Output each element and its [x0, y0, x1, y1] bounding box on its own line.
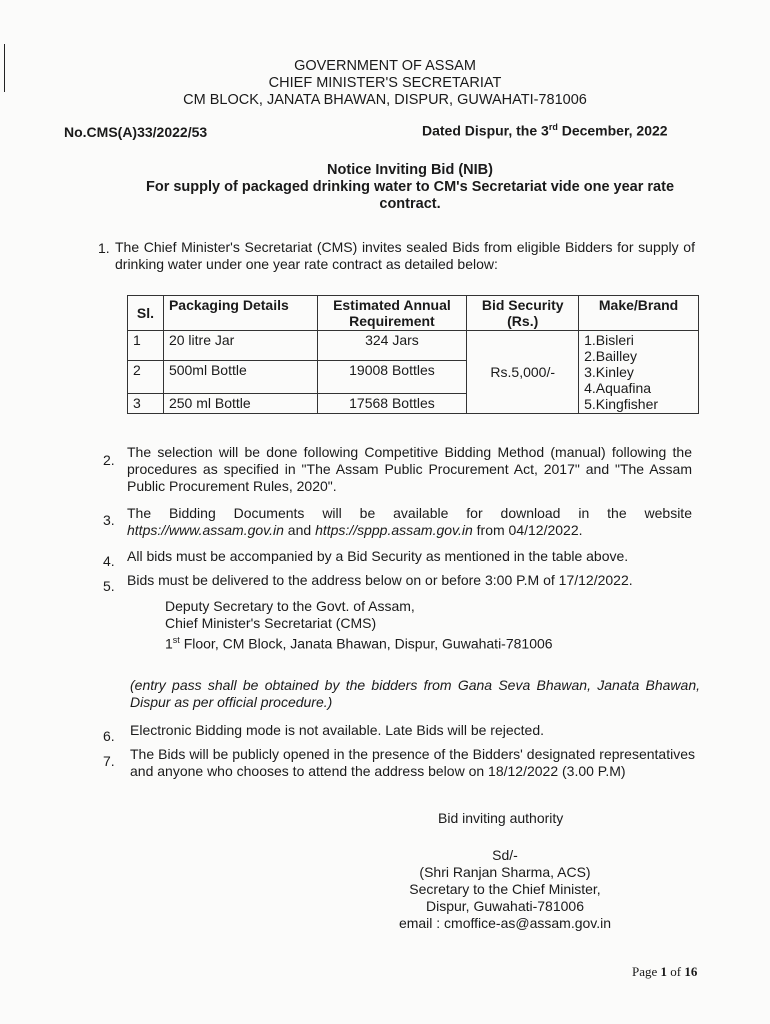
page-number	[632, 964, 697, 980]
address-floor-num: 1	[165, 635, 173, 652]
brand-item: 4.Aquafina	[584, 380, 652, 396]
brand-item: 3.Kinley	[584, 364, 634, 380]
cell-packaging: 250 ml Bottle	[163, 393, 317, 413]
item-7-number: 7.	[103, 753, 115, 769]
letterhead-line1: GOVERNMENT OF ASSAM	[294, 58, 476, 74]
item-5-text: Bids must be delivered to the address below on or before 3:00 P.M of 17/12/2022.	[127, 572, 633, 588]
bid-table	[127, 295, 699, 414]
item-4-number: 4.	[103, 553, 115, 569]
header-bid-security: Bid Security (Rs.)	[467, 296, 579, 331]
page-current: 1	[660, 964, 668, 979]
dated-line	[422, 122, 668, 139]
header-packaging: Packaging Details	[163, 296, 317, 331]
cell-sl: 1	[128, 331, 164, 361]
address-floor-rest: Floor, CM Block, Janata Bhawan, Dispur, Guwahati-781006	[179, 635, 553, 652]
notice-title-line3: contract.	[379, 196, 441, 212]
table-header-row	[128, 296, 699, 331]
cell-sl: 2	[128, 361, 164, 393]
entry-pass-note: (entry pass shall be obtained by the bidders from Gana Seva Bhawan, Janata Bhawan, Dispur as per official procedure.)	[130, 677, 700, 710]
delivery-address	[165, 598, 553, 653]
item-1-number: 1.	[98, 240, 110, 256]
item-3-text-b: and	[283, 522, 316, 538]
item-6-number: 6.	[103, 728, 115, 744]
page-total: 16	[684, 964, 698, 979]
item-6-text: Electronic Bidding mode is not available. Late Bids will be rejected.	[130, 722, 545, 738]
signatory-designation: Secretary to the Chief Minister,	[409, 881, 601, 897]
item-2-number: 2.	[103, 452, 115, 468]
cell-requirement: 17568 Bottles	[317, 393, 467, 413]
brand-item: 1.Bisleri	[584, 332, 634, 348]
address-line3	[165, 632, 553, 653]
signatory-place: Dispur, Guwahati-781006	[426, 898, 584, 914]
cell-bid-security: Rs.5,000/-	[467, 331, 579, 414]
dated-prefix: Dated Dispur, the 3	[422, 122, 549, 139]
cell-brands	[579, 331, 699, 414]
table-row	[128, 331, 699, 361]
bid-authority-label: Bid inviting authority	[438, 810, 564, 826]
item-7-text: The Bids will be publicly opened in the presence of the Bidders' designated representatives and anyone who chooses to attend the address below on 18/12/2022 (3.00 P.M)	[130, 746, 695, 779]
header-sl: Sl.	[128, 296, 164, 331]
page-label: Page	[632, 964, 661, 979]
item-5-number: 5.	[103, 578, 115, 594]
letterhead	[0, 58, 770, 109]
cell-requirement: 19008 Bottles	[317, 361, 467, 393]
header-make-brand: Make/Brand	[579, 296, 699, 331]
signature-sd: Sd/-	[492, 847, 518, 863]
letterhead-line3: CM BLOCK, JANATA BHAWAN, DISPUR, GUWAHATI-781006	[183, 92, 587, 108]
notice-title	[60, 162, 760, 213]
item-1-text: The Chief Minister's Secretariat (CMS) invites sealed Bids from eligible Bidders for supply of drinking water under one year rate contract as detailed below:	[115, 239, 695, 272]
cell-requirement: 324 Jars	[317, 331, 467, 361]
signature-block	[380, 847, 630, 932]
cell-packaging: 500ml Bottle	[163, 361, 317, 393]
notice-title-line1: Notice Inviting Bid (NIB)	[327, 162, 493, 178]
brand-item: 5.Kingfisher	[584, 396, 659, 412]
address-line1: Deputy Secretary to the Govt. of Assam,	[165, 598, 415, 614]
item-3-text-c: from 04/12/2022.	[472, 522, 583, 538]
page-of-label: of	[667, 964, 685, 979]
cell-sl: 3	[128, 393, 164, 413]
website-link-sppp[interactable]: https://sppp.assam.gov.in	[315, 522, 473, 538]
address-floor-sup: st	[172, 635, 180, 645]
website-link-assam[interactable]: https://www.assam.gov.in	[127, 522, 284, 538]
item-3-text	[127, 505, 692, 539]
signatory-name: (Shri Ranjan Sharma, ACS)	[419, 864, 591, 880]
item-2-text: The selection will be done following Competitive Bidding Method (manual) following the procedures as specified in "The Assam Public Procurement Act, 2017" and "The Assam Public Procurement Rules, 2020".	[127, 444, 692, 494]
dated-sup: rd	[548, 122, 558, 132]
notice-title-line2: For supply of packaged drinking water to CM's Secretariat vide one year rate	[145, 179, 675, 195]
letterhead-line2: CHIEF MINISTER'S SECRETARIAT	[268, 75, 502, 91]
signatory-email[interactable]: email : cmoffice-as@assam.gov.in	[398, 915, 612, 931]
cell-packaging: 20 litre Jar	[163, 331, 317, 361]
item-4-text: All bids must be accompanied by a Bid Security as mentioned in the table above.	[127, 548, 629, 564]
item-3-text-a: The Bidding Documents will be available for download in the website	[127, 505, 692, 521]
reference-number: No.CMS(A)33/2022/53	[64, 124, 208, 140]
dated-suffix: December, 2022	[557, 122, 668, 139]
address-line2: Chief Minister's Secretariat (CMS)	[165, 615, 377, 631]
header-requirement: Estimated Annual Requirement	[317, 296, 467, 331]
item-3-number: 3.	[103, 512, 115, 528]
brand-item: 2.Bailley	[584, 348, 638, 364]
